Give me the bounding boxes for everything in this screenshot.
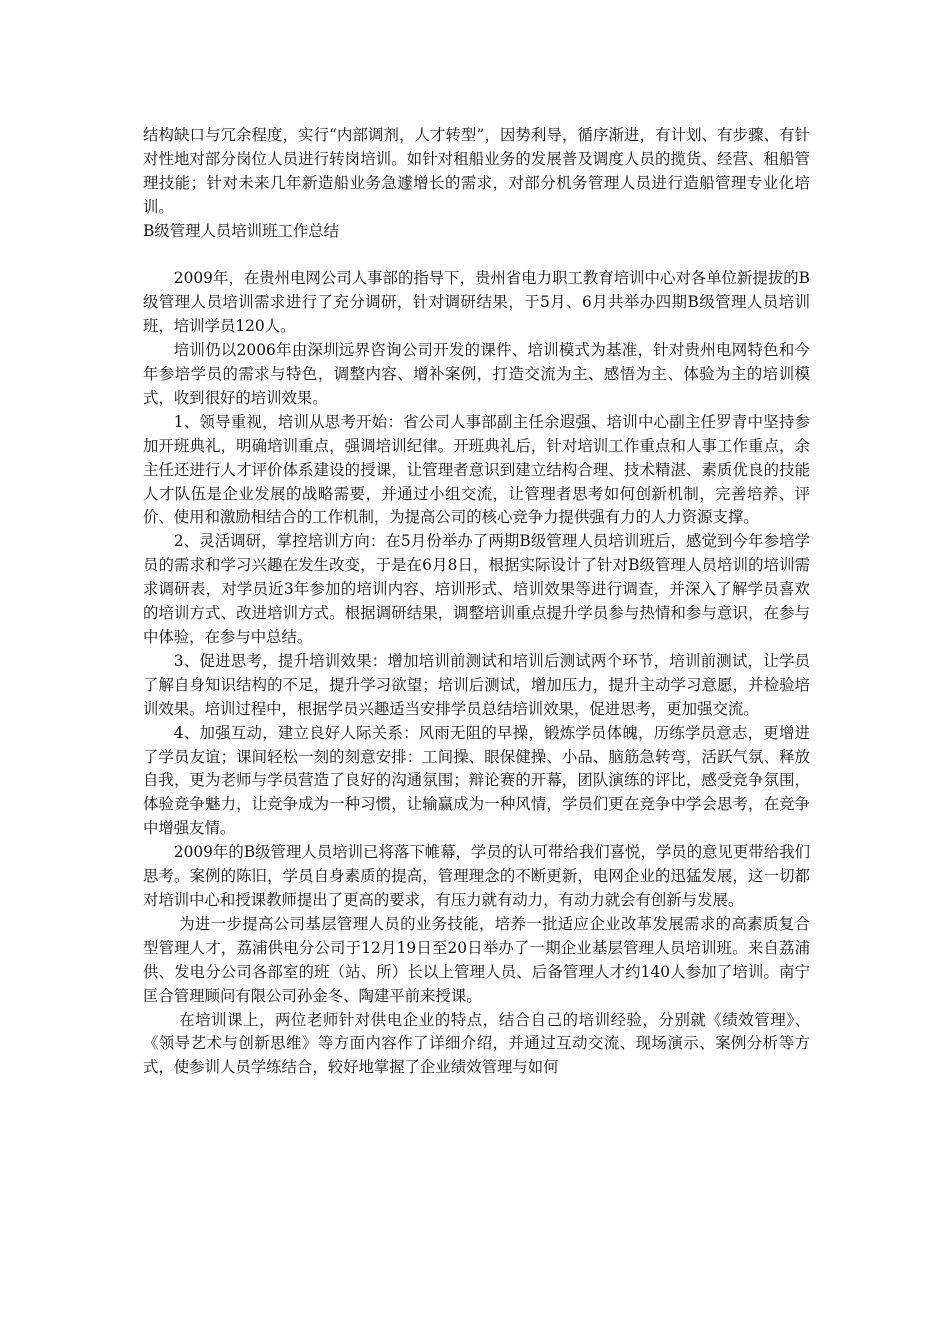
paragraph-point-2: 2、灵活调研，掌控培训方向：在5月份举办了两期B级管理人员培训班后，感觉到今年参培学员的需求和学习兴趣在发生改变，于是在6月8日，根据实际设计了针对B级管理人员培训的培训需求调研表，对学员近3年参加的培训内容、培训形式、培训效果等进行调查，并深入了解学员喜欢的培训方式、改进培训方式。根据调研结果，调整培训重点提升学员参与热情和参与意识，在参与中体验，在参与中总结。 <box>143 532 810 647</box>
paragraph-model: 培训仍以2006年由深圳远界咨询公司开发的课件、培训模式为基准，针对贵州电网特色和今年参培学员的需求与特色，调整内容、增补案例，打造交流为主、感悟为主、体验为主的培训模式，收到很好的培训效果。 <box>143 341 810 407</box>
section-title: B级管理人员培训班工作总结 <box>143 221 339 240</box>
document-page <box>143 124 810 1080</box>
paragraph-point-1: 1、领导重视，培训从思考开始：省公司人事部副主任余遐强、培训中心副主任罗青中坚持参加开班典礼，明确培训重点，强调培训纪律。开班典礼后，针对培训工作重点和人事工作重点，余主任还进行人才评价体系建设的授课，让管理者意识到建立结构合理、技术精湛、素质优良的技能人才队伍是企业发展的战略需要，并通过小组交流，让管理者思考如何创新机制，完善培养、评价、使用和激励相结合的工作机制，为提高公司的核心竞争力提供强有力的人力资源支撑。 <box>143 412 810 527</box>
paragraph-conclusion: 2009年的B级管理人员培训已将落下帷幕，学员的认可带给我们喜悦，学员的意见更带给我们思考。案例的陈旧，学员自身素质的提高，管理理念的不断更新，电网企业的迅猛发展，这一切都对培训中心和授课教师提出了更高的要求，有压力就有动力，有动力就会有创新与发展。 <box>143 843 810 909</box>
paragraph-point-4: 4、加强互动，建立良好人际关系：风雨无阻的早操，锻炼学员体魄，历练学员意志，更增进了学员友谊；课间轻松一刻的刻意安排：工间操、眼保健操、小品、脑筋急转弯，活跃气氛、释放自我，更为老师与学员营造了良好的沟通氛围；辩论赛的开幕，团队演练的评比，感受竞争氛围，体验竞争魅力，让竞争成为一种习惯，让输赢成为一种风情，学员们更在竞争中学会思考，在竞争中增强友情。 <box>143 723 810 838</box>
paragraph-course-content: 在培训课上，两位老师针对供电企业的特点，结合自己的培训经验，分别就《绩效管理》、《领导艺术与创新思维》等方面内容作了详细介绍，并通过互动交流、现场演示、案例分析等方式，使参训人员学练结合，较好地掌握了企业绩效管理与如何 <box>143 1010 810 1077</box>
paragraph-intro: 结构缺口与冗余程度，实行“内部调剂，人才转型”，因势利导，循序渐进，有计划、有步骤、有针对性地对部分岗位人员进行转岗培训。如针对租船业务的发展普及调度人员的揽货、经营、租船管理技能；针对未来几年新造船业务急遽增长的需求，对部分机务管理人员进行造船管理专业化培训。 <box>143 126 810 216</box>
blank-line <box>143 244 810 268</box>
paragraph-lipu-training: 为进一步提高公司基层管理人员的业务技能，培养一批适应企业改革发展需求的高素质复合型管理人才，荔浦供电分公司于12月19日至20日举办了一期企业基层管理人员培训班。来自荔浦供、发电分公司各部室的班（站、所）长以上管理人员、后备管理人才约140人参加了培训。南宁匡合管理顾问有限公司孙金冬、陶建平前来授课。 <box>143 914 810 1005</box>
paragraph-overview: 2009年，在贵州电网公司人事部的指导下，贵州省电力职工教育培训中心对各单位新提拔的B级管理人员培训需求进行了充分调研，针对调研结果，于5月、6月共举办四期B级管理人员培训班，培训学员120人。 <box>143 269 810 336</box>
paragraph-point-3: 3、促进思考，提升培训效果：增加培训前测试和培训后测试两个环节，培训前测试，让学员了解自身知识结构的不足，提升学习欲望；培训后测试，增加压力，提升主动学习意愿，并检验培训效果。培训过程中，根据学员兴趣适当安排学员总结培训效果，促进思考，更加强交流。 <box>143 651 810 718</box>
